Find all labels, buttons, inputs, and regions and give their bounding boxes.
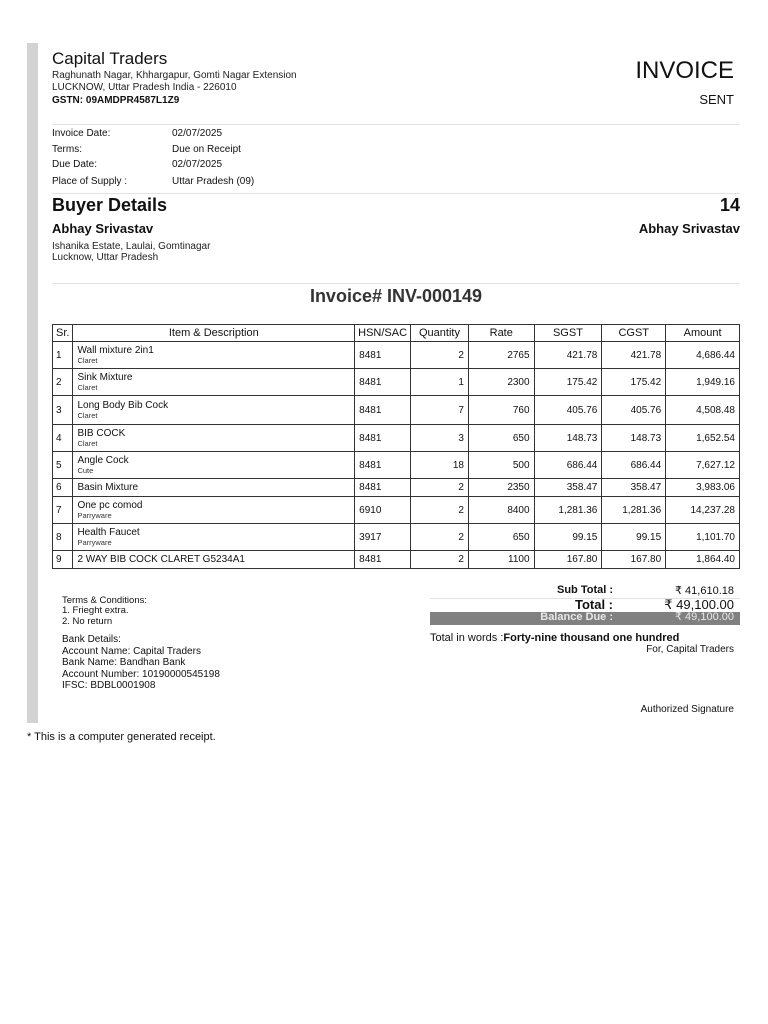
cell-hsn: 8481 — [355, 452, 411, 479]
cell-sgst: 167.80 — [534, 551, 602, 569]
buyer-number: 14 — [719, 195, 740, 215]
terms-line: 1. Frieght extra. — [62, 605, 129, 616]
cell-rate: 2300 — [468, 369, 534, 396]
cell-sr: 5 — [53, 452, 73, 479]
col-quantity: Quantity — [411, 325, 469, 342]
meta-label: Place of Supply : — [52, 176, 128, 187]
cell-amount: 1,101.70 — [666, 524, 740, 551]
terms-heading: Terms & Conditions: — [62, 595, 148, 606]
cell-hsn: 8481 — [355, 551, 411, 569]
table-row — [53, 524, 740, 551]
footer-note: * This is a computer generated receipt. — [27, 731, 216, 743]
col-sgst: SGST — [534, 325, 602, 342]
cell-rate: 2350 — [468, 479, 534, 497]
total-value: ₹ 49,100.00 — [664, 597, 734, 612]
cell-rate: 650 — [468, 425, 534, 452]
cell-sr: 8 — [53, 524, 73, 551]
cell-sgst: 358.47 — [534, 479, 602, 497]
col-item: Item & Description — [73, 325, 355, 342]
seller-address-line1: Raghunath Nagar, Khhargapur, Gomti Nagar Extension — [52, 70, 297, 81]
cell-cgst: 175.42 — [602, 369, 666, 396]
subtotal-label: Sub Total : — [556, 584, 613, 596]
item-description: Parryware — [77, 538, 112, 547]
cell-cgst: 686.44 — [602, 452, 666, 479]
cell-cgst: 1,281.36 — [602, 497, 666, 524]
cell-item — [73, 479, 355, 497]
meta-label: Terms: — [52, 144, 82, 155]
cell-amount: 1,864.40 — [666, 551, 740, 569]
cell-hsn: 8481 — [355, 396, 411, 425]
balance-due-row — [430, 612, 740, 625]
cell-sr: 3 — [53, 396, 73, 425]
meta-value: Uttar Pradesh (09) — [172, 176, 255, 187]
table-row — [53, 396, 740, 425]
item-name: 2 WAY BIB COCK CLARET G5234A1 — [77, 554, 245, 565]
bank-account-number: Account Number: 10190000545198 — [62, 668, 220, 680]
col-sr: Sr. — [53, 325, 73, 342]
cell-sgst: 175.42 — [534, 369, 602, 396]
cell-cgst: 167.80 — [602, 551, 666, 569]
bank-heading: Bank Details: — [62, 634, 121, 645]
buyer-name-right: Abhay Srivastav — [638, 221, 740, 236]
meta-label: Invoice Date: — [52, 128, 111, 139]
col-hsn: HSN/SAC — [355, 325, 411, 342]
total-label: Total : — [574, 597, 613, 612]
cell-sgst: 405.76 — [534, 396, 602, 425]
cell-item — [73, 396, 355, 425]
cell-rate: 8400 — [468, 497, 534, 524]
total-in-words — [430, 632, 679, 644]
seller-gstin: GSTN: 09AMDPR4587L1Z9 — [52, 95, 180, 106]
words-label: Total in words : — [430, 632, 504, 644]
cell-sgst: 99.15 — [534, 524, 602, 551]
cell-cgst: 405.76 — [602, 396, 666, 425]
cell-quantity: 18 — [411, 452, 469, 479]
bank-details — [62, 634, 220, 692]
cell-cgst: 148.73 — [602, 425, 666, 452]
cell-amount: 4,686.44 — [666, 342, 740, 369]
item-name: Wall mixture 2in1 — [77, 345, 154, 356]
left-margin-bar — [27, 43, 38, 723]
cell-cgst: 358.47 — [602, 479, 666, 497]
divider — [52, 193, 740, 194]
cell-cgst: 421.78 — [602, 342, 666, 369]
cell-sgst: 686.44 — [534, 452, 602, 479]
buyer-address-line2: Lucknow, Uttar Pradesh — [52, 252, 159, 263]
subtotal-value: ₹ 41,610.18 — [675, 585, 734, 597]
item-description: Claret — [77, 411, 98, 420]
cell-quantity: 7 — [411, 396, 469, 425]
buyer-name: Abhay Srivastav — [52, 221, 154, 236]
cell-hsn: 8481 — [355, 342, 411, 369]
cell-rate: 650 — [468, 524, 534, 551]
bank-account-name: Account Name: Capital Traders — [62, 645, 201, 657]
divider — [52, 283, 740, 284]
cell-cgst: 99.15 — [602, 524, 666, 551]
meta-value: Due on Receipt — [172, 144, 241, 155]
cell-hsn: 3917 — [355, 524, 411, 551]
item-description: Claret — [77, 356, 98, 365]
authorized-signature: Authorized Signature — [640, 704, 734, 715]
table-row — [53, 369, 740, 396]
cell-hsn: 8481 — [355, 425, 411, 452]
balance-label: Balance Due : — [540, 611, 613, 623]
words-value: Forty-nine thousand one hundred — [503, 632, 680, 644]
item-name: Health Faucet — [77, 527, 140, 538]
meta-value: 02/07/2025 — [172, 159, 223, 170]
for-company: For, Capital Traders — [646, 644, 734, 655]
cell-item — [73, 497, 355, 524]
cell-amount: 3,983.06 — [666, 479, 740, 497]
col-amount: Amount — [666, 325, 740, 342]
cell-item — [73, 524, 355, 551]
item-name: Angle Cock — [77, 455, 129, 466]
item-description: Claret — [77, 439, 98, 448]
cell-quantity: 2 — [411, 524, 469, 551]
cell-item — [73, 452, 355, 479]
bank-ifsc: IFSC: BDBL0001908 — [62, 680, 156, 691]
table-row — [53, 425, 740, 452]
table-row — [53, 497, 740, 524]
terms-line: 2. No return — [62, 616, 113, 627]
cell-sr: 4 — [53, 425, 73, 452]
bank-name: Bank Name: Bandhan Bank — [62, 657, 186, 668]
seller-address-line2: LUCKNOW, Uttar Pradesh India - 226010 — [52, 82, 237, 93]
cell-sr: 7 — [53, 497, 73, 524]
cell-amount: 14,237.28 — [666, 497, 740, 524]
cell-amount: 4,508.48 — [666, 396, 740, 425]
cell-sr: 2 — [53, 369, 73, 396]
cell-rate: 760 — [468, 396, 534, 425]
cell-item — [73, 425, 355, 452]
cell-rate: 500 — [468, 452, 534, 479]
cell-quantity: 1 — [411, 369, 469, 396]
cell-quantity: 3 — [411, 425, 469, 452]
cell-hsn: 6910 — [355, 497, 411, 524]
divider — [52, 124, 740, 125]
item-name: BIB COCK — [77, 428, 126, 439]
meta-value: 02/07/2025 — [172, 128, 223, 139]
table-row — [53, 479, 740, 497]
item-description: Parryware — [77, 511, 112, 520]
item-name: Sink Mixture — [77, 372, 133, 383]
table-row — [53, 342, 740, 369]
document-title: INVOICE — [635, 57, 734, 84]
cell-quantity: 2 — [411, 479, 469, 497]
cell-rate: 1100 — [468, 551, 534, 569]
cell-quantity: 2 — [411, 551, 469, 569]
col-rate: Rate — [468, 325, 534, 342]
cell-amount: 7,627.12 — [666, 452, 740, 479]
cell-sr: 9 — [53, 551, 73, 569]
item-description: Claret — [77, 383, 98, 392]
buyer-heading: Buyer Details — [52, 195, 168, 215]
item-description: Cute — [77, 466, 94, 475]
buyer-address-line1: Ishanika Estate, Laulai, Gomtinagar — [52, 241, 211, 252]
cell-hsn: 8481 — [355, 369, 411, 396]
cell-hsn: 8481 — [355, 479, 411, 497]
cell-item — [73, 551, 355, 569]
cell-amount: 1,949.16 — [666, 369, 740, 396]
table-row — [53, 551, 740, 569]
cell-quantity: 2 — [411, 342, 469, 369]
cell-sr: 1 — [53, 342, 73, 369]
cell-item — [73, 369, 355, 396]
items-table — [52, 324, 740, 569]
invoice-number: Invoice# INV-000149 — [309, 286, 483, 306]
cell-sgst: 421.78 — [534, 342, 602, 369]
col-cgst: CGST — [602, 325, 666, 342]
status-badge: SENT — [699, 92, 734, 107]
cell-rate: 2765 — [468, 342, 534, 369]
cell-amount: 1,652.54 — [666, 425, 740, 452]
meta-label: Due Date: — [52, 159, 98, 170]
seller-name: Capital Traders — [52, 49, 168, 68]
table-row — [53, 452, 740, 479]
cell-item — [73, 342, 355, 369]
balance-value: ₹ 49,100.00 — [675, 611, 734, 623]
item-name: Long Body Bib Cock — [77, 400, 169, 411]
item-name: One pc comod — [77, 500, 143, 511]
item-name: Basin Mixture — [77, 482, 139, 493]
cell-sgst: 1,281.36 — [534, 497, 602, 524]
cell-quantity: 2 — [411, 497, 469, 524]
table-header-row — [53, 325, 740, 342]
cell-sr: 6 — [53, 479, 73, 497]
cell-sgst: 148.73 — [534, 425, 602, 452]
